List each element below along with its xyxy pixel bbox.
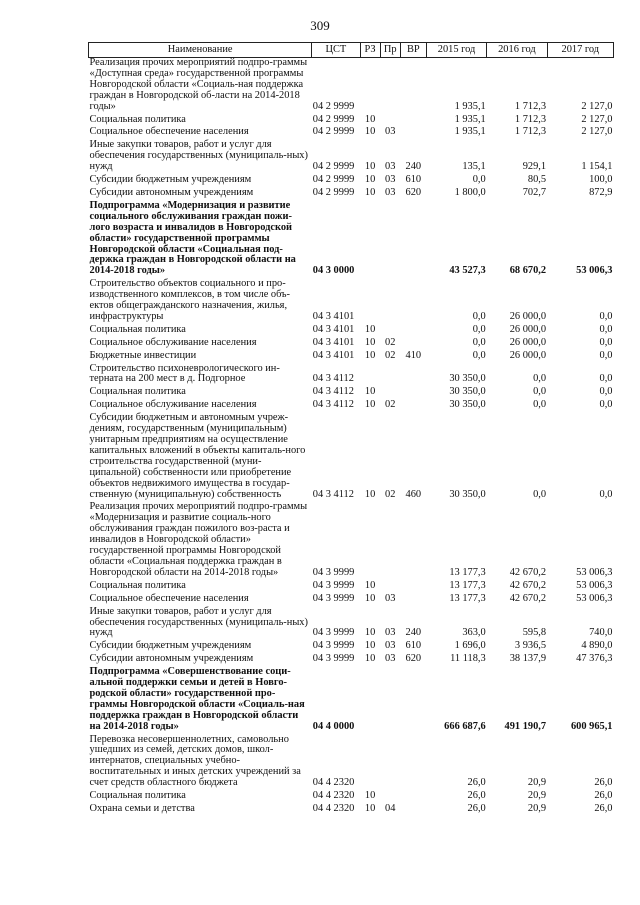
row-2016: 38 137,9 bbox=[509, 653, 547, 665]
row-rz bbox=[360, 279, 380, 325]
row-name: Социальное обеспечение населения bbox=[89, 126, 249, 138]
row-2015: 13 177,3 bbox=[449, 566, 486, 578]
row-pr: 03 bbox=[385, 653, 396, 665]
row-cst: 04 4 2320 bbox=[312, 790, 355, 802]
row-vr bbox=[400, 115, 426, 128]
row-vr bbox=[400, 127, 426, 140]
row-2015: 1 696,0 bbox=[454, 640, 486, 652]
row-rz: 10 bbox=[364, 349, 376, 361]
header-2017: 2017 год bbox=[547, 43, 613, 58]
row-vr bbox=[400, 594, 426, 607]
row-2015: 13 177,3 bbox=[449, 579, 486, 591]
row-2015: 43 527,3 bbox=[449, 265, 486, 277]
row-pr bbox=[380, 58, 400, 115]
row-2015: 1 800,0 bbox=[454, 186, 486, 198]
row-2017: 2 127,0 bbox=[581, 113, 613, 125]
header-name: Наименование bbox=[89, 43, 312, 58]
row-rz bbox=[360, 201, 380, 279]
row-name: Субсидии бюджетным учреждениям bbox=[89, 640, 252, 652]
row-rz: 10 bbox=[364, 174, 376, 186]
row-vr bbox=[400, 387, 426, 400]
row-cst: 04 3 4101 bbox=[312, 349, 355, 361]
row-2015: 30 350,0 bbox=[449, 386, 486, 398]
row-2017: 0,0 bbox=[599, 399, 613, 411]
table-row bbox=[89, 188, 614, 201]
row-rz: 10 bbox=[364, 592, 376, 604]
row-2016: 42 670,2 bbox=[509, 566, 547, 578]
row-name: Субсидии бюджетным и автономным учреж-дениям, государственным (муниципальным) унитарным предприятиям на осуществление капитальных вложений в объекты капиталь-ного строительства государственной (муни-ципальной) собственности или приобретение объектов недвижимого имущества в государ-ственную (муниципальную) собственность bbox=[89, 412, 306, 500]
row-2016: 20,9 bbox=[527, 790, 547, 802]
row-rz bbox=[360, 502, 380, 580]
row-cst: 04 2 9999 bbox=[312, 100, 355, 112]
row-name: Строительство объектов социального и про-изводственного комплексов, в том числе объ-ектов общегражданского назначения, жилья, инфраструктуры bbox=[89, 278, 290, 322]
row-2017: 0,0 bbox=[599, 310, 613, 322]
row-pr: 04 bbox=[385, 803, 396, 814]
row-2016: 929,1 bbox=[522, 161, 547, 173]
row-2017: 600 965,1 bbox=[570, 720, 613, 732]
table-row bbox=[89, 279, 614, 325]
row-2017: 53 006,3 bbox=[576, 265, 613, 277]
row-pr: 03 bbox=[385, 640, 396, 652]
table-row bbox=[89, 667, 614, 734]
row-cst: 04 4 0000 bbox=[312, 720, 355, 732]
table-row bbox=[89, 607, 614, 642]
row-pr bbox=[380, 364, 400, 388]
row-rz: 10 bbox=[364, 488, 376, 500]
table-row bbox=[89, 325, 614, 338]
row-2015: 1 935,1 bbox=[454, 126, 486, 138]
row-pr: 02 bbox=[385, 336, 396, 348]
row-2017: 47 376,3 bbox=[576, 653, 613, 665]
row-2015: 0,0 bbox=[472, 349, 486, 361]
row-2016: 26 000,0 bbox=[509, 310, 547, 322]
row-name: Социальное обслуживание населения bbox=[89, 399, 257, 411]
table-row bbox=[89, 413, 614, 502]
row-pr bbox=[380, 279, 400, 325]
row-2015: 1 935,1 bbox=[454, 113, 486, 125]
row-2016: 20,9 bbox=[527, 777, 547, 789]
row-cst: 04 3 9999 bbox=[312, 566, 355, 578]
row-vr bbox=[400, 735, 426, 792]
row-2016: 1 712,3 bbox=[514, 113, 547, 125]
table-row bbox=[89, 581, 614, 594]
row-cst: 04 3 0000 bbox=[312, 265, 355, 277]
row-2016: 3 936,5 bbox=[514, 640, 547, 652]
row-cst: 04 2 9999 bbox=[312, 161, 355, 173]
row-name: Реализация прочих мероприятий подпро-граммы «Доступная среда» государственной программы Новгородской области «Социаль-ная поддержка граждан в Новгородской об-ласти на 2014-2018 годы» bbox=[89, 57, 308, 112]
row-2017: 0,0 bbox=[599, 336, 613, 348]
row-2015: 0,0 bbox=[472, 323, 486, 335]
row-name: Реализация прочих мероприятий подпро-граммы «Модернизация и развитие социаль-ного обслуживания граждан пожилого воз-раста и инвалидов в Новгородской области» государственной программы Новгородской области «Социальная поддержка граждан в Новгородской области на 2014-2018 годы» bbox=[89, 501, 308, 578]
row-2016: 42 670,2 bbox=[509, 592, 547, 604]
row-cst: 04 2 9999 bbox=[312, 186, 355, 198]
row-cst: 04 3 4112 bbox=[312, 386, 354, 398]
row-2017: 0,0 bbox=[599, 386, 613, 398]
row-2015: 0,0 bbox=[472, 310, 486, 322]
header-vr: ВР bbox=[400, 43, 426, 58]
row-name: Бюджетные инвестиции bbox=[89, 349, 197, 361]
row-vr: 410 bbox=[405, 349, 422, 361]
row-2017: 2 127,0 bbox=[581, 126, 613, 138]
row-pr: 02 bbox=[385, 399, 396, 411]
row-2017: 872,9 bbox=[589, 186, 613, 198]
row-2017: 26,0 bbox=[594, 790, 613, 802]
header-cst: ЦСТ bbox=[312, 43, 360, 58]
row-2017: 53 006,3 bbox=[576, 592, 613, 604]
row-2017: 53 006,3 bbox=[576, 579, 613, 591]
row-cst: 04 3 4112 bbox=[312, 373, 354, 385]
row-2016: 1 712,3 bbox=[514, 100, 547, 112]
header-2015: 2015 год bbox=[426, 43, 486, 58]
row-vr bbox=[400, 804, 426, 817]
row-2017: 740,0 bbox=[589, 627, 613, 639]
row-2016: 0,0 bbox=[533, 386, 547, 398]
row-vr: 610 bbox=[405, 174, 422, 186]
row-vr bbox=[400, 400, 426, 413]
row-vr bbox=[400, 325, 426, 338]
row-2015: 26,0 bbox=[467, 777, 486, 789]
row-2016: 0,0 bbox=[533, 373, 547, 385]
row-rz: 10 bbox=[364, 399, 376, 411]
row-cst: 04 3 4101 bbox=[312, 323, 355, 335]
header-pr: Пр bbox=[380, 43, 400, 58]
row-vr bbox=[400, 364, 426, 388]
row-vr bbox=[400, 791, 426, 804]
row-pr bbox=[380, 325, 400, 338]
table-row bbox=[89, 58, 614, 115]
row-rz: 10 bbox=[364, 653, 376, 665]
table-row bbox=[89, 735, 614, 792]
row-name: Строительство психоневрологического ин-терната на 200 мест в д. Подгорное bbox=[89, 362, 280, 385]
row-2016: 0,0 bbox=[533, 488, 547, 500]
row-2016: 26 000,0 bbox=[509, 323, 547, 335]
table-row bbox=[89, 140, 614, 175]
row-vr bbox=[400, 58, 426, 115]
row-name: Социальное обслуживание населения bbox=[89, 336, 257, 348]
row-cst: 04 3 9999 bbox=[312, 579, 355, 591]
table-row bbox=[89, 804, 614, 817]
row-vr bbox=[400, 581, 426, 594]
row-cst: 04 3 4101 bbox=[312, 310, 355, 322]
row-cst: 04 3 4112 bbox=[312, 399, 354, 411]
row-2015: 666 687,6 bbox=[444, 720, 486, 732]
row-2015: 26,0 bbox=[467, 803, 486, 814]
row-rz: 10 bbox=[364, 323, 376, 335]
row-cst: 04 2 9999 bbox=[312, 113, 355, 125]
table-row bbox=[89, 338, 614, 351]
row-name: Социальная политика bbox=[89, 113, 186, 125]
row-name: Иные закупки товаров, работ и услуг для обеспечения государственных (муниципаль-ных) нужд bbox=[89, 605, 308, 639]
row-2015: 1 935,1 bbox=[454, 100, 486, 112]
row-vr: 240 bbox=[405, 161, 422, 173]
row-name: Иные закупки товаров, работ и услуг для обеспечения государственных (муниципаль-ных) нужд bbox=[89, 139, 308, 173]
row-pr: 03 bbox=[385, 174, 396, 186]
row-2015: 13 177,3 bbox=[449, 592, 486, 604]
row-cst: 04 3 4112 bbox=[312, 488, 354, 500]
row-rz: 10 bbox=[364, 803, 376, 814]
row-name: Субсидии автономным учреждениям bbox=[89, 653, 254, 665]
row-pr bbox=[380, 581, 400, 594]
row-pr: 03 bbox=[385, 627, 396, 639]
row-vr bbox=[400, 201, 426, 279]
row-name: Подпрограмма «Модернизация и развитие социального обслуживания граждан пожи-лого возраста и инвалидов в Новгородской области» государственной программы Новгородской области «Социальная под-держка граждан в Новгородской области на 2014-2018 годы» bbox=[89, 199, 296, 277]
header-rz: РЗ bbox=[360, 43, 380, 58]
row-2015: 11 118,3 bbox=[450, 653, 486, 665]
row-2016: 595,8 bbox=[522, 627, 547, 639]
table-row bbox=[89, 351, 614, 364]
row-name: Социальная политика bbox=[89, 579, 186, 591]
row-name: Социальное обеспечение населения bbox=[89, 592, 249, 604]
row-2017: 2 127,0 bbox=[581, 100, 613, 112]
table-row bbox=[89, 502, 614, 580]
row-cst: 04 4 2320 bbox=[312, 777, 355, 789]
row-cst: 04 3 4101 bbox=[312, 336, 355, 348]
row-rz: 10 bbox=[364, 161, 376, 173]
row-vr bbox=[400, 667, 426, 734]
row-name: Перевозка несовершеннолетних, самовольно ушедших из семей, детских домов, школ-интернатов, специальных учебно-воспитательных и иных детских учреждений за счет средств областного бюджета bbox=[89, 733, 301, 789]
row-2015: 26,0 bbox=[467, 790, 486, 802]
row-2017: 100,0 bbox=[589, 174, 613, 186]
row-rz: 10 bbox=[364, 386, 376, 398]
row-2015: 30 350,0 bbox=[449, 399, 486, 411]
row-rz: 10 bbox=[364, 336, 376, 348]
row-rz bbox=[360, 58, 380, 115]
row-rz: 10 bbox=[364, 579, 376, 591]
row-2017: 1 154,1 bbox=[581, 161, 613, 173]
row-2017: 26,0 bbox=[594, 803, 613, 814]
row-cst: 04 4 2320 bbox=[312, 803, 355, 814]
page-number: 309 bbox=[310, 18, 330, 33]
row-2017: 0,0 bbox=[599, 488, 613, 500]
table-row bbox=[89, 364, 614, 388]
row-2016: 26 000,0 bbox=[509, 349, 547, 361]
row-2016: 702,7 bbox=[522, 186, 547, 198]
row-2016: 1 712,3 bbox=[514, 126, 547, 138]
row-name: Социальная политика bbox=[89, 386, 186, 398]
row-2017: 0,0 bbox=[599, 349, 613, 361]
row-2017: 4 890,0 bbox=[581, 640, 613, 652]
row-vr bbox=[400, 502, 426, 580]
row-cst: 04 2 9999 bbox=[312, 174, 355, 186]
row-cst: 04 3 9999 bbox=[312, 592, 355, 604]
row-rz bbox=[360, 364, 380, 388]
row-rz: 10 bbox=[364, 186, 376, 198]
row-2016: 0,0 bbox=[533, 399, 547, 411]
row-vr: 620 bbox=[405, 653, 422, 665]
row-2017: 53 006,3 bbox=[576, 566, 613, 578]
row-pr: 03 bbox=[385, 186, 396, 198]
row-pr: 02 bbox=[385, 349, 396, 361]
row-2017: 26,0 bbox=[594, 777, 613, 789]
row-rz: 10 bbox=[364, 627, 376, 639]
row-2016: 42 670,2 bbox=[509, 579, 547, 591]
row-name: Субсидии автономным учреждениям bbox=[89, 186, 254, 198]
header-2016: 2016 год bbox=[487, 43, 547, 58]
row-2016: 26 000,0 bbox=[509, 336, 547, 348]
row-rz: 10 bbox=[364, 790, 376, 802]
row-rz bbox=[360, 667, 380, 734]
row-vr: 460 bbox=[405, 488, 422, 500]
row-rz: 10 bbox=[364, 126, 376, 138]
row-pr: 03 bbox=[385, 161, 396, 173]
row-pr: 03 bbox=[385, 592, 396, 604]
row-pr bbox=[380, 502, 400, 580]
row-2015: 135,1 bbox=[462, 161, 486, 173]
row-2015: 30 350,0 bbox=[449, 488, 486, 500]
row-2016: 80,5 bbox=[527, 174, 547, 186]
row-2016: 491 190,7 bbox=[504, 720, 547, 732]
row-cst: 04 2 9999 bbox=[312, 126, 355, 138]
row-name: Подпрограмма «Совершенствование соци-альной поддержки семьи и детей в Новго-родской области» государственной про-граммы Новгородской области «Социаль-ная поддержка граждан в Новгородской области на 2014-2018 годы» bbox=[89, 666, 305, 732]
row-pr bbox=[380, 201, 400, 279]
row-2016: 68 670,2 bbox=[509, 265, 547, 277]
table-row bbox=[89, 201, 614, 279]
row-pr bbox=[380, 735, 400, 792]
row-2015: 363,0 bbox=[462, 627, 486, 639]
row-name: Субсидии бюджетным учреждениям bbox=[89, 174, 252, 186]
row-2015: 0,0 bbox=[472, 336, 486, 348]
row-pr bbox=[380, 667, 400, 734]
table-header-row bbox=[89, 43, 614, 58]
budget-table bbox=[88, 42, 614, 817]
row-2016: 20,9 bbox=[527, 803, 547, 814]
row-vr bbox=[400, 338, 426, 351]
row-name: Социальная политика bbox=[89, 323, 186, 335]
row-rz: 10 bbox=[364, 113, 376, 125]
row-cst: 04 3 9999 bbox=[312, 627, 355, 639]
row-vr bbox=[400, 279, 426, 325]
table-body bbox=[89, 58, 614, 817]
row-pr: 03 bbox=[385, 126, 396, 138]
row-2015: 30 350,0 bbox=[449, 373, 486, 385]
row-vr: 620 bbox=[405, 186, 422, 198]
row-pr: 02 bbox=[385, 488, 396, 500]
row-rz: 10 bbox=[364, 640, 376, 652]
row-cst: 04 3 9999 bbox=[312, 653, 355, 665]
row-cst: 04 3 9999 bbox=[312, 640, 355, 652]
row-rz bbox=[360, 735, 380, 792]
row-2017: 0,0 bbox=[599, 323, 613, 335]
row-2017: 0,0 bbox=[599, 373, 613, 385]
row-vr: 240 bbox=[405, 627, 422, 639]
row-2015: 0,0 bbox=[472, 174, 486, 186]
row-name: Социальная политика bbox=[89, 790, 186, 802]
row-name: Охрана семьи и детства bbox=[89, 803, 195, 814]
table-row bbox=[89, 594, 614, 607]
row-vr: 610 bbox=[405, 640, 422, 652]
